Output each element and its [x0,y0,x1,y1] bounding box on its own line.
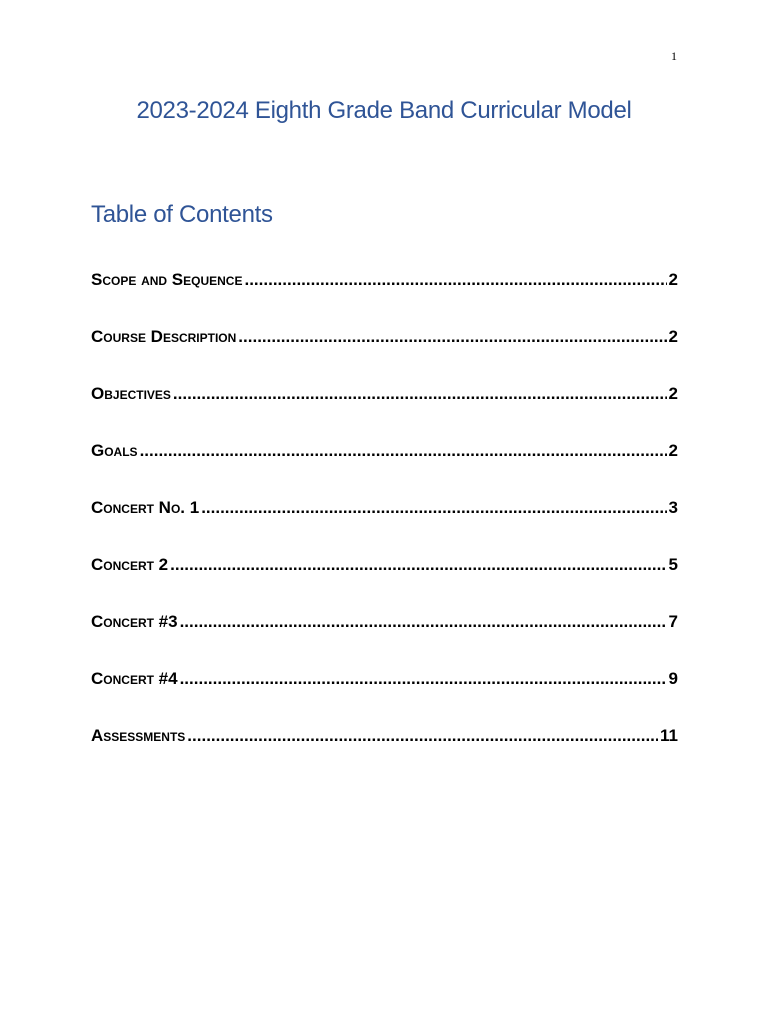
toc-entry-concert-3[interactable] [91,612,678,669]
toc-entry-page: 9 [668,669,678,688]
toc-leader-dots [140,441,667,461]
toc-entry-concert-no-1[interactable] [91,498,678,555]
toc-leader-dots [173,384,667,404]
toc-entry-assessments[interactable] [91,726,678,783]
toc-entry-concert-4[interactable] [91,669,678,726]
toc-entry-course-description[interactable] [91,327,678,384]
toc-entry-page: 11 [660,726,678,745]
toc-heading: Table of Contents [91,201,273,228]
toc-entry-page: 7 [668,612,678,631]
toc-entry-label: Assessments [91,726,186,745]
toc-entry-page: 2 [668,327,678,346]
toc-entry-page: 5 [668,555,678,574]
page-number: 1 [671,49,677,63]
toc-leader-dots [170,555,666,575]
table-of-contents [91,270,678,783]
toc-entry-page: 2 [668,441,678,460]
toc-leader-dots [187,726,658,746]
toc-leader-dots [238,327,666,347]
toc-entry-label: Course Description [91,327,237,346]
toc-entry-label: Goals [91,441,138,460]
toc-entry-label: Concert 2 [91,555,169,574]
toc-leader-dots [201,498,666,518]
toc-entry-label: Concert No. 1 [91,498,200,517]
toc-entry-page: 3 [668,498,678,517]
toc-entry-page: 2 [668,384,678,403]
toc-entry-label: Objectives [91,384,171,403]
toc-entry-page: 2 [668,270,678,289]
document-title: 2023-2024 Eighth Grade Band Curricular Model [136,97,632,124]
toc-entry-concert-2[interactable] [91,555,678,612]
toc-entry-goals[interactable] [91,441,678,498]
toc-leader-dots [180,669,667,689]
toc-entry-scope-and-sequence[interactable] [91,270,678,327]
toc-leader-dots [180,612,667,632]
toc-leader-dots [244,270,666,290]
toc-entry-label: Scope and Sequence [91,270,243,289]
toc-entry-objectives[interactable] [91,384,678,441]
toc-entry-label: Concert #4 [91,669,178,688]
toc-entry-label: Concert #3 [91,612,178,631]
